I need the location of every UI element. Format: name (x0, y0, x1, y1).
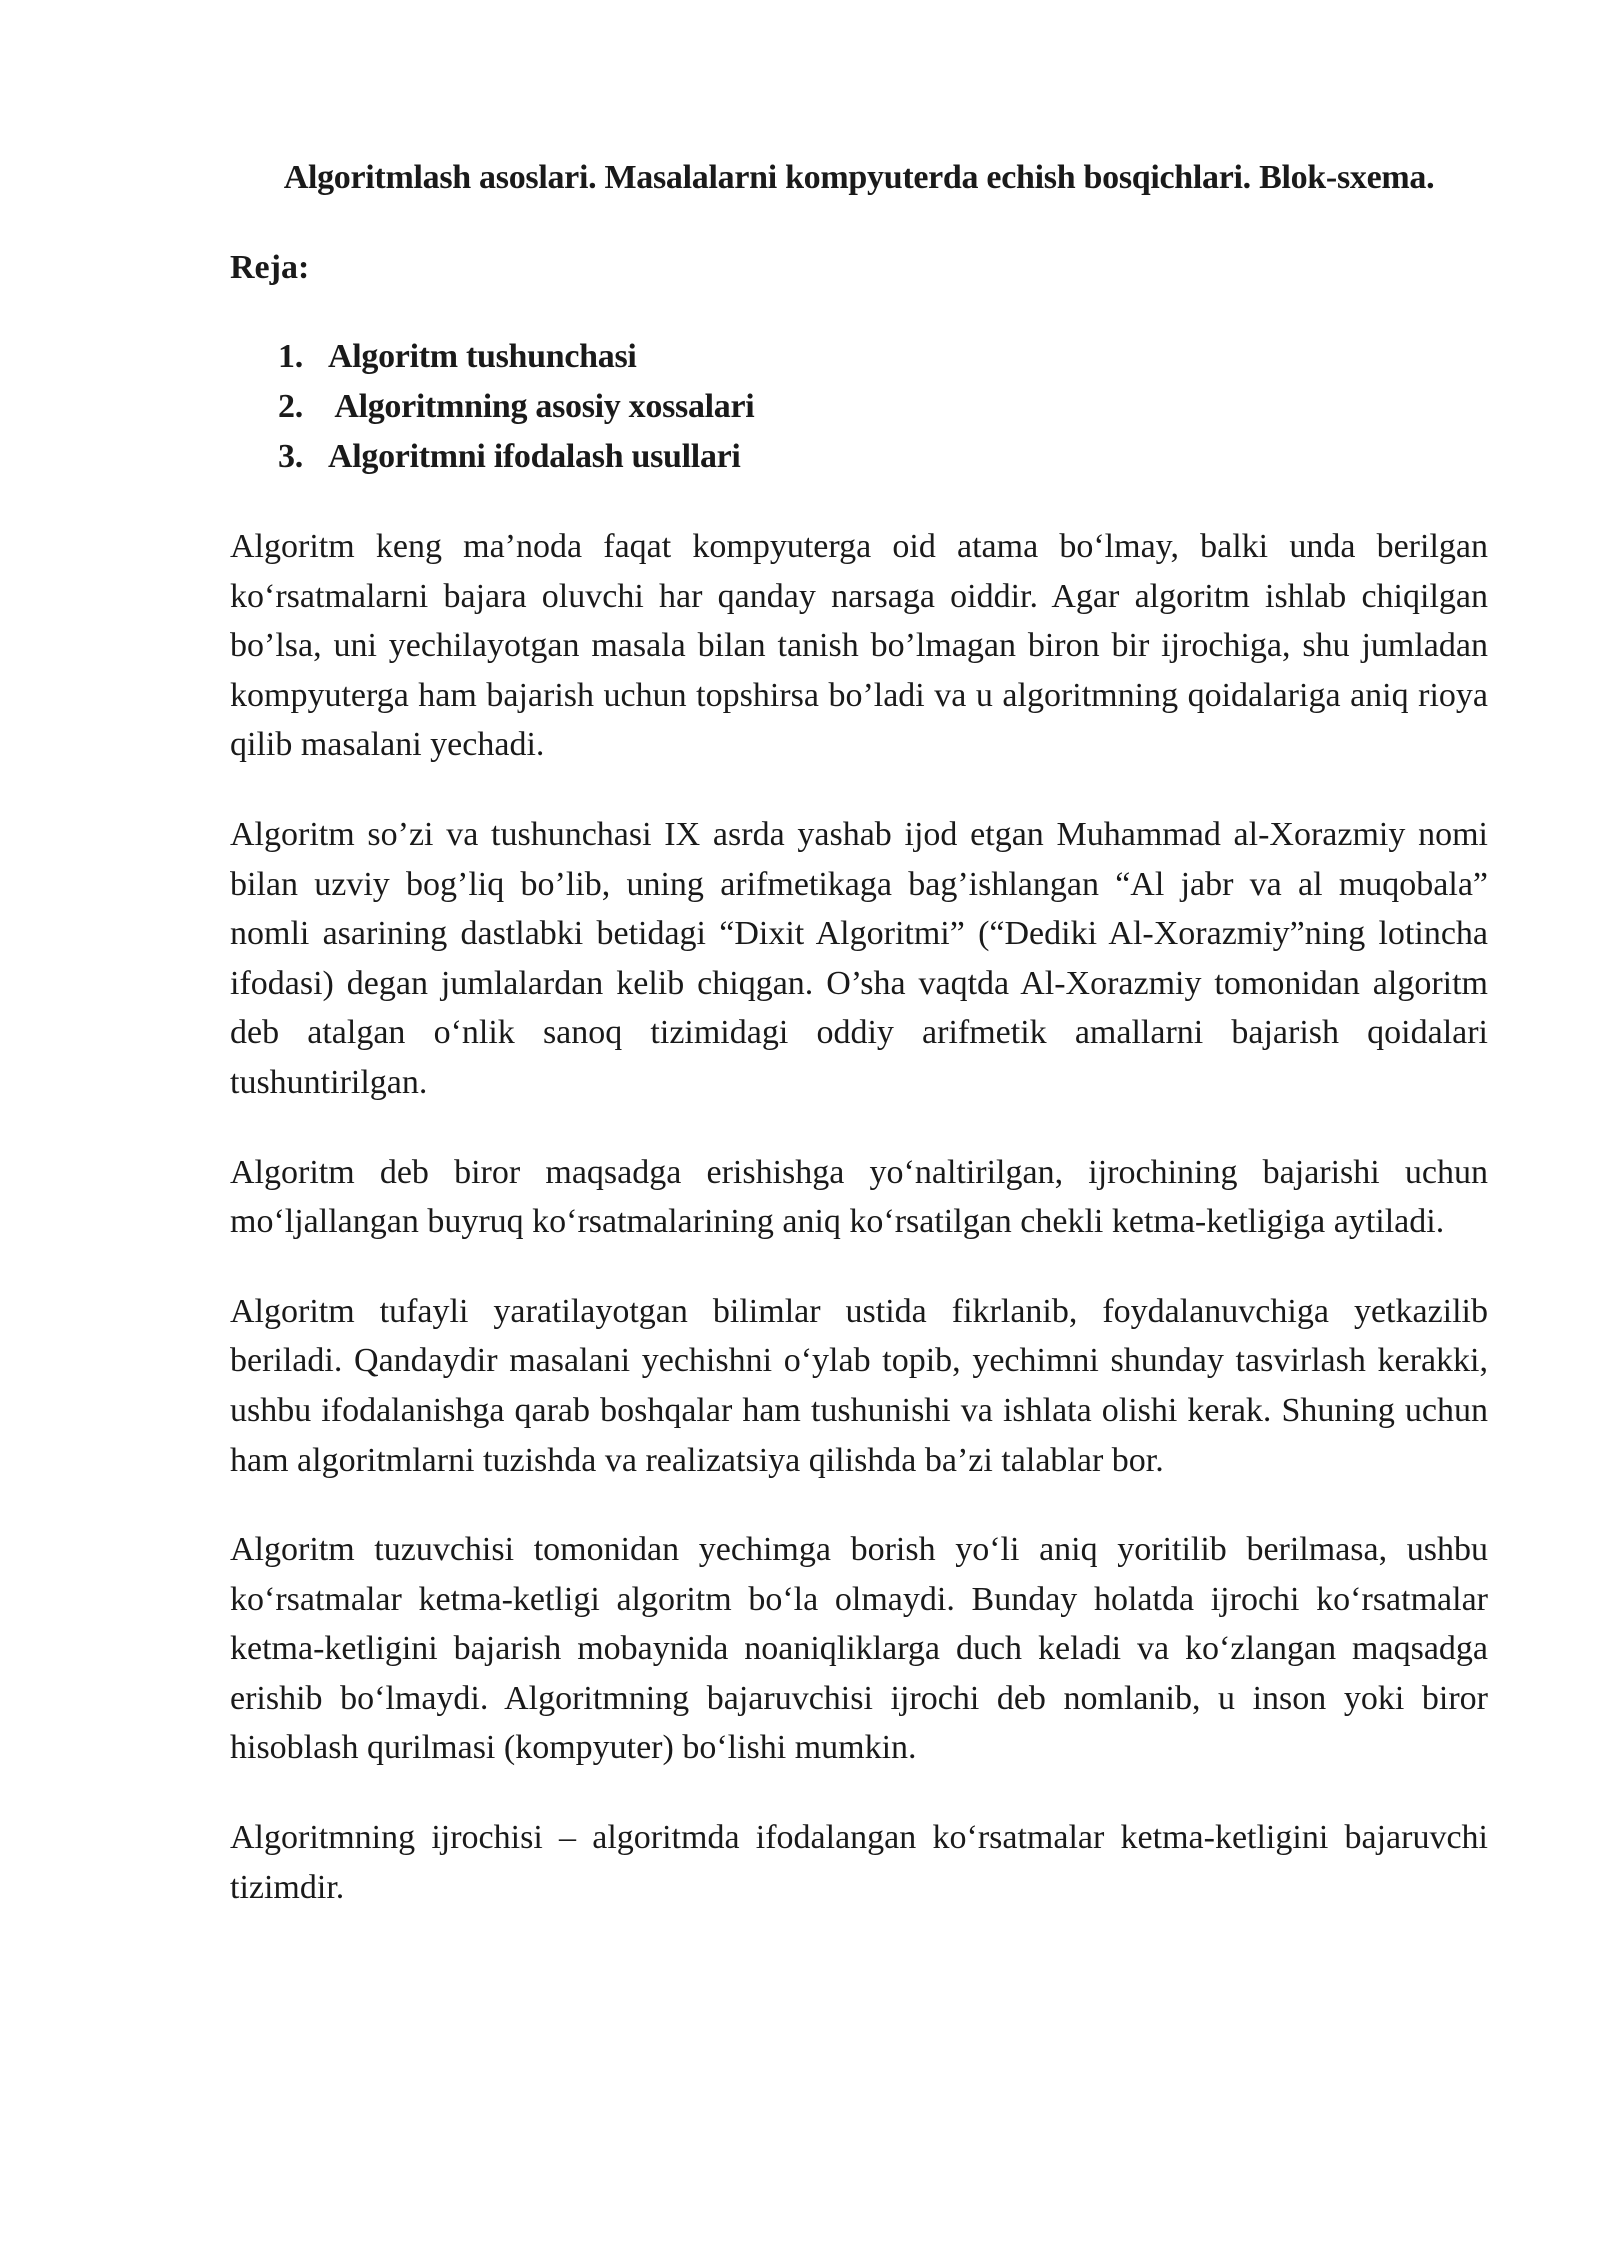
plan-heading: Reja: (230, 249, 310, 286)
plan-item (230, 332, 1488, 382)
document-page (230, 148, 1488, 1952)
body-paragraph: Algoritm tufayli yaratilayotgan bilimlar ustida fikrlanib, foydalanuvchiga yetkazilib beriladi. Qandaydir masalani yechishni oʻylab topib, yechimni shunday tasvirlash kerakki, ushbu ifodalanishga qarab boshqalar ham tushunishi va ishlata olishi kerak. Shuning uchun ham algoritmlarni tuzishda va realizatsiya qilishda ba’zi talablar bor. (230, 1292, 1488, 1479)
plan-item (230, 432, 1488, 482)
body-paragraph: Algoritmning ijrochisi – algoritmda ifodalangan koʻrsatmalar ketma-ketligini bajaruvchi tizimdir. (230, 1819, 1488, 1906)
plan-item-number: 1. (278, 338, 303, 375)
plan-item-text: Algoritm tushunchasi (328, 338, 637, 375)
plan-item-text: Algoritmni ifodalash usullari (328, 438, 741, 475)
body-paragraph: Algoritm deb biror maqsadga erishishga yoʻnaltirilgan, ijrochining bajarishi uchun moʻljallangan buyruq koʻrsatmalarining aniq koʻrsatilgan chekli ketma-ketligiga aytiladi. (230, 1153, 1488, 1241)
plan-item-number: 3. (278, 438, 303, 475)
body-paragraph: Algoritm so’zi va tushunchasi IX asrda yashab ijod etgan Muhammad al-Xorazmiy nomi bilan uzviy bog’liq bo’lib, uning arifmetikaga bag’ishlangan “Al jabr va al muqobala” nomli asarining dastlabki betidagi “Dixit Algoritmi” (“Dediki Al-Xorazmiy”ning lotincha ifodasi) degan jumlalardan kelib chiqgan. O’sha vaqtda Al-Xorazmiy tomonidan algoritm deb atalgan oʻnlik sanoq tizimidagi oddiy arifmetik amallarni bajarish qoidalari tushuntirilgan. (230, 815, 1488, 1101)
plan-item-number: 2. (278, 388, 303, 425)
plan-list (230, 332, 1488, 482)
plan-item (230, 382, 1488, 432)
document-title: Algoritmlash asoslari. Masalalarni kompyuterda echish bosqichlari. Blok-sxema. (283, 159, 1435, 196)
plan-item-text: Algoritmning asosiy xossalari (328, 388, 755, 425)
body-paragraph: Algoritm keng ma’noda faqat kompyuterga oid atama boʻlmay, balki unda berilgan koʻrsatmalarni bajara oluvchi har qanday narsaga oiddir. Agar algoritm ishlab chiqilgan bo’lsa, uni yechilayotgan masala bilan tanish bo’lmagan biron bir ijrochiga, shu jumladan kompyuterga ham bajarish uchun topshirsa bo’ladi va u algoritmning qoidalariga aniq rioya qilib masalani yechadi. (230, 528, 1488, 764)
body-paragraph: Algoritm tuzuvchisi tomonidan yechimga borish yoʻli aniq yoritilib berilmasa, ushbu koʻrsatmalar ketma-ketligi algoritm boʻla olmaydi. Bunday holatda ijrochi koʻrsatmalar ketma-ketligini bajarish mobaynida noaniqliklarga duch keladi va koʻzlangan maqsadga erishib boʻlmaydi. Algoritmning bajaruvchisi ijrochi deb nomlanib, u inson yoki biror hisoblash qurilmasi (kompyuter) boʻlishi mumkin. (230, 1531, 1488, 1767)
